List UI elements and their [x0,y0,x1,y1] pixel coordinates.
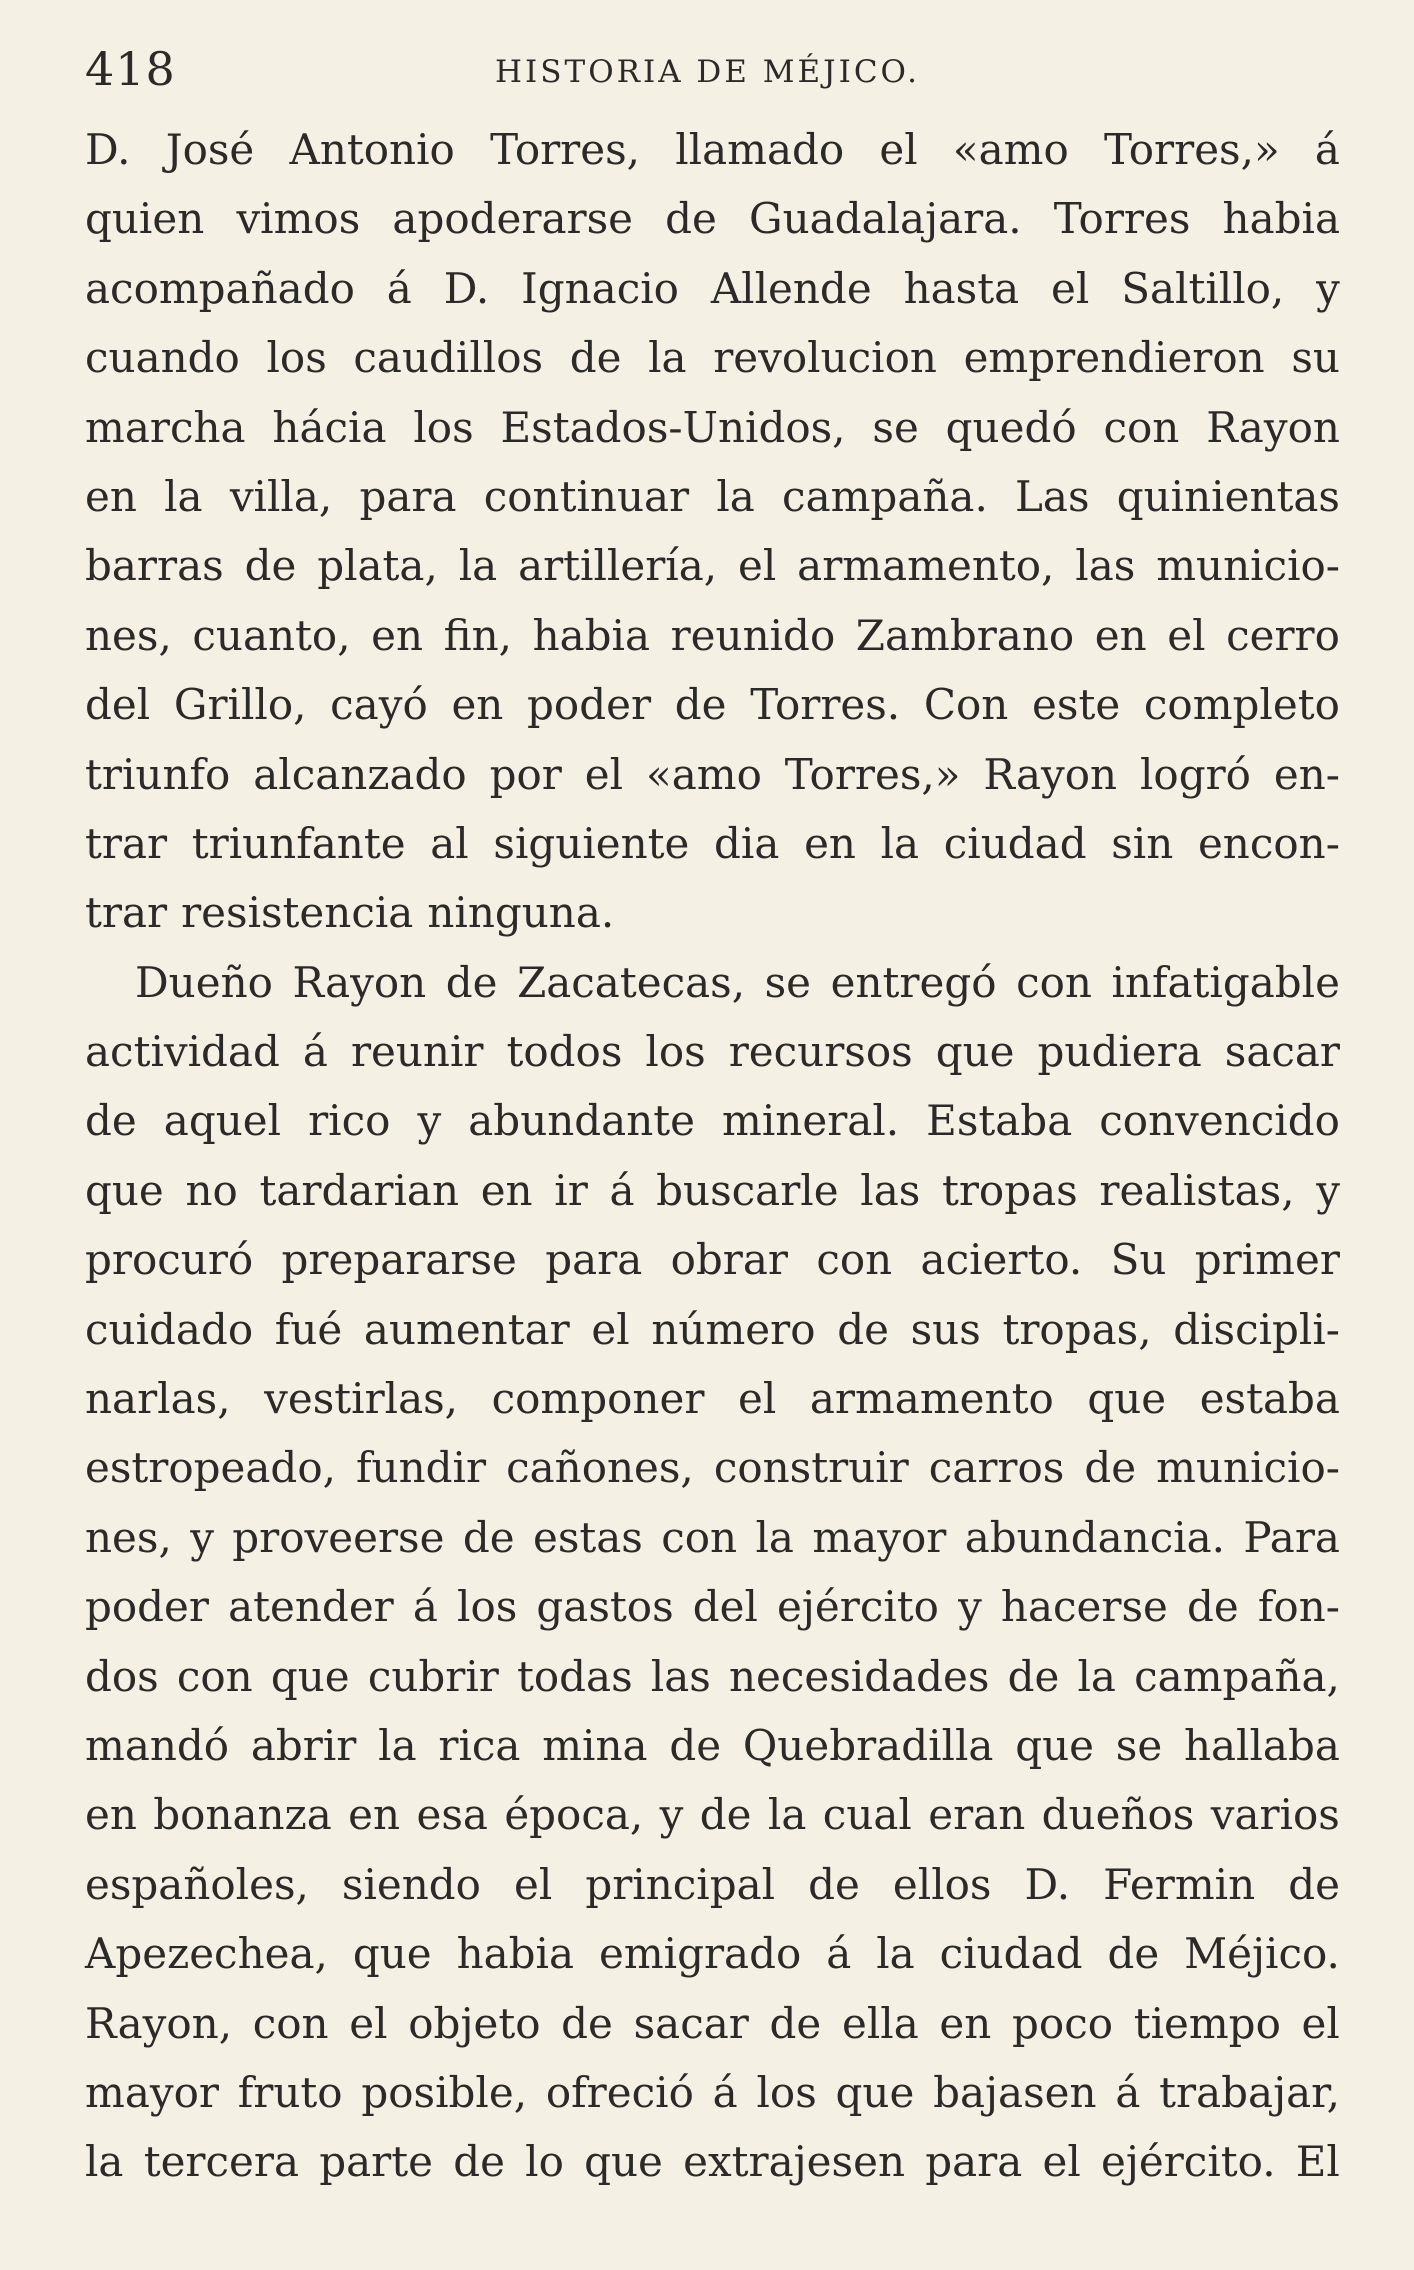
text-line: D. José Antonio Torres, llamado el «amo Torres,» á [85,125,1340,174]
text-line: que no tardarian en ir á buscarle las tropas realistas, y [85,1165,1340,1215]
text-line: marcha hácia los Estados-Unidos, se quedó con Rayon [85,402,1340,452]
text-line: cuidado fué aumentar el número de sus tropas, discipli- [85,1304,1340,1354]
text-line: poder atender á los gastos del ejército y hacerse de fon- [85,1582,1340,1632]
text-line: mandó abrir la rica mina de Quebradilla que se hallaba [85,1720,1340,1770]
text-line: Dueño Rayon de Zacatecas, se entregó con infatigable [135,957,1340,1007]
text-line: trar resistencia ninguna. [85,888,615,938]
text-line: quien vimos apoderarse de Guadalajara. Torres habia [85,194,1340,244]
text-line: actividad á reunir todos los recursos que pudiera sacar [85,1027,1340,1077]
text-line: españoles, siendo el principal de ellos D. Fermin de [85,1859,1340,1909]
text-line: Rayon, con el objeto de sacar de ella en poco tiempo el [85,1998,1340,2048]
text-line: barras de plata, la artillería, el armamento, las municio- [85,541,1340,591]
text-line: nes, y proveerse de estas con la mayor abundancia. Para [85,1512,1340,1562]
text-line: cuando los caudillos de la revolucion emprendieron su [85,333,1340,383]
running-head: HISTORIA DE MÉJICO. [495,54,920,90]
text-line: procuró prepararse para obrar con acierto. Su primer [85,1235,1340,1285]
text-line: del Grillo, cayó en poder de Torres. Con este completo [85,680,1340,730]
text-line: dos con que cubrir todas las necesidades de la campaña, [85,1651,1340,1701]
text-line: trar triunfante al siguiente dia en la ciudad sin encon- [85,818,1340,868]
text-line: Apezechea, que habia emigrado á la ciudad de Méjico. [85,1929,1340,1979]
text-line: en la villa, para continuar la campaña. Las quinientas [85,471,1340,521]
text-line: la tercera parte de lo que extrajesen para el ejército. El [85,2137,1340,2187]
page-header [85,42,1340,102]
text-line: de aquel rico y abundante mineral. Estaba convencido [85,1096,1340,1146]
text-line: mayor fruto posible, ofreció á los que bajasen á trabajar, [85,2067,1340,2117]
text-line: triunfo alcanzado por el «amo Torres,» Rayon logró en- [85,749,1340,799]
page-number: 418 [85,42,176,96]
text-line: en bonanza en esa época, y de la cual eran dueños varios [85,1790,1340,1840]
text-line: estropeado, fundir cañones, construir carros de municio- [85,1443,1340,1493]
text-line: acompañado á D. Ignacio Allende hasta el Saltillo, y [85,263,1340,313]
text-line: narlas, vestirlas, componer el armamento que estaba [85,1374,1340,1424]
text-line: nes, cuanto, en fin, habia reunido Zambrano en el cerro [85,610,1340,660]
body-text [85,117,1340,2199]
